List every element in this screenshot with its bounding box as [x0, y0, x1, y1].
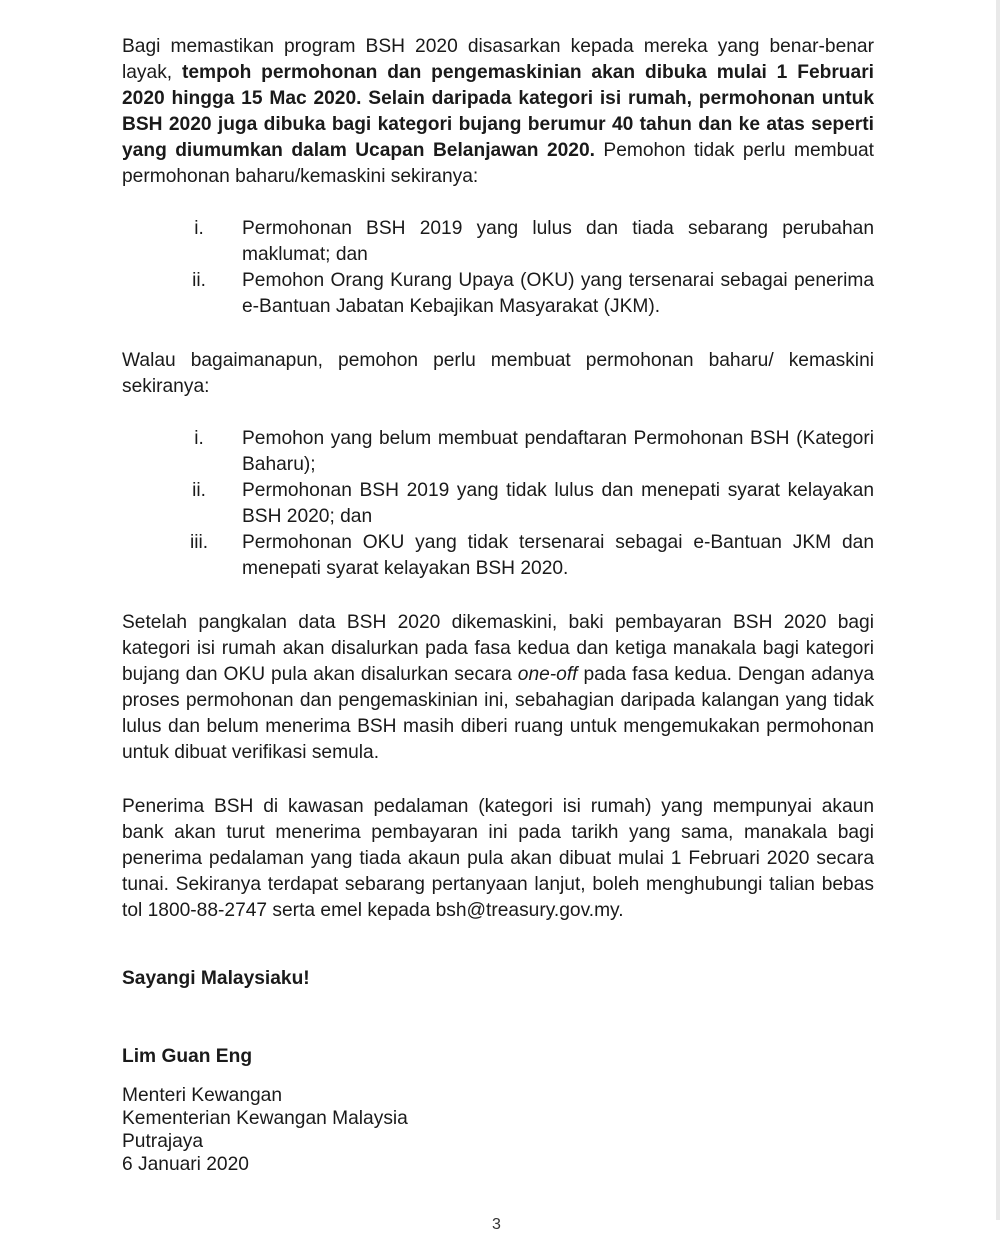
- list-item-number: i.: [194, 428, 204, 449]
- list-item-text: Permohonan OKU yang tidak tersenarai sebagai e-Bantuan JKM dan menepati syarat kelayakan BSH 2020.: [242, 532, 874, 579]
- list-item: [122, 268, 874, 320]
- no-reapply-list: [122, 216, 874, 320]
- signatory-date: 6 Januari 2020: [122, 1154, 249, 1175]
- list-item-text: Pemohon Orang Kurang Upaya (OKU) yang tersenarai sebagai penerima e-Bantuan Jabatan Kebajikan Masyarakat (JKM).: [242, 270, 874, 317]
- list-item-number: iii.: [189, 532, 209, 553]
- page-edge: [996, 0, 1000, 1220]
- paragraph-eligibility-text-2: Pemohon tidak perlu membuat permohonan baharu/kemaskini sekiranya:: [122, 140, 875, 187]
- list-item-text: Permohonan BSH 2019 yang tidak lulus dan menepati syarat kelayakan BSH 2020; dan: [242, 480, 874, 527]
- list-item-number: ii.: [192, 270, 206, 291]
- paragraph-payment-italic: one-off: [517, 664, 578, 685]
- paragraph-however: Walau bagaimanapun, pemohon perlu membuat permohonan baharu/ kemaskini sekiranya:: [122, 350, 874, 397]
- signatory-place: Putrajaya: [122, 1131, 204, 1152]
- signatory-name: Lim Guan Eng: [122, 1046, 253, 1067]
- list-item: [122, 426, 874, 478]
- list-item-number: ii.: [192, 480, 206, 501]
- closing-slogan: Sayangi Malaysiaku!: [122, 968, 310, 989]
- paragraph-payment-text-1: Setelah pangkalan data BSH 2020 dikemaskini, baki pembayaran BSH 2020 bagi kategori isi rumah akan disalurkan pada fasa kedua dan ketiga manakala bagi kategori bujang dan OKU pula akan disalurkan secara: [122, 612, 874, 685]
- page-number: 3: [492, 1216, 501, 1233]
- list-item-number: i.: [194, 218, 204, 239]
- paragraph-payment-text-2: pada fasa kedua. Dengan adanya proses permohonan dan pengemaskinian ini, sebahagian daripada kalangan yang tidak lulus dan belum menerima BSH masih diberi ruang untuk mengemukakan permohonan untuk dibuat verifikasi semula.: [122, 664, 874, 763]
- signature-block: [122, 1044, 874, 1176]
- list-item-text: Pemohon yang belum membuat pendaftaran Permohonan BSH (Kategori Baharu);: [242, 428, 874, 475]
- list-item: [122, 216, 874, 268]
- signatory-title: Menteri Kewangan: [122, 1085, 282, 1106]
- paragraph-eligibility: [122, 34, 874, 190]
- list-item-text: Permohonan BSH 2019 yang lulus dan tiada sebarang perubahan maklumat; dan: [242, 218, 874, 265]
- must-apply-list: [122, 426, 874, 582]
- list-item: [122, 478, 874, 530]
- paragraph-payment-phases: [122, 610, 874, 766]
- paragraph-eligibility-text-1: Bagi memastikan program BSH 2020 disasarkan kepada mereka yang benar-benar layak,: [122, 36, 874, 83]
- paragraph-eligibility-bold: tempoh permohonan dan pengemaskinian akan dibuka mulai 1 Februari 2020 hingga 15 Mac 2020. Selain daripada kategori isi rumah, permohonan untuk BSH 2020 juga dibuka bagi kategori bujang berumur 40 tahun dan ke atas seperti yang diumumkan dalam Ucapan Belanjawan 2020.: [122, 62, 874, 161]
- list-item: [122, 530, 874, 582]
- signatory-ministry: Kementerian Kewangan Malaysia: [122, 1108, 408, 1129]
- document-body: [122, 34, 874, 1176]
- paragraph-rural-recipients: Penerima BSH di kawasan pedalaman (kategori isi rumah) yang mempunyai akaun bank akan turut menerima pembayaran ini pada tarikh yang sama, manakala bagi penerima pedalaman yang tiada akaun pula akan dibuat mulai 1 Februari 2020 secara tunai. Sekiranya terdapat sebarang pertanyaan lanjut, boleh menghubungi talian bebas tol 1800-88-2747 serta emel kepada bsh@treasury.gov.my.: [122, 796, 874, 921]
